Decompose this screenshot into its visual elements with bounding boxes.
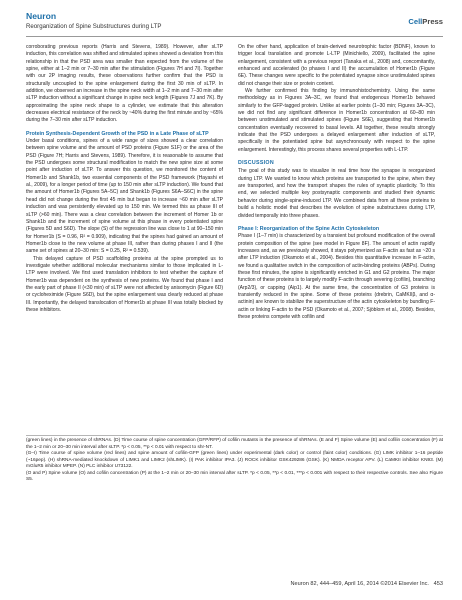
logo-press-text: Press — [422, 17, 443, 26]
legend-line: (O and P) Spine volume (O) and cofilin concentration (P) at the 1–2 min or 20–30 min interval after sLTP. *p < 0.05, **p < 0.01, ***p < 0.001 with respect to their respective controls. See also Figure S5. — [26, 470, 443, 482]
page-number: 453 — [433, 581, 443, 587]
logo-cell-text: Cell — [408, 17, 423, 26]
section-heading: Protein Synthesis-Dependent Growth of the PSD in a Late Phase of sLTP — [26, 130, 209, 137]
article-running-title: Reorganization of Spine Substructures during LTP — [26, 23, 162, 30]
publisher-logo — [408, 17, 443, 26]
header-rule — [26, 36, 443, 37]
citation-text: Neuron 82, 444–459, April 16, 2014 ©2014 Elsevier Inc. — [290, 581, 429, 587]
figure-legend — [26, 438, 443, 484]
body-paragraph: Phase I (1–7 min) is characterized by a transient but profound modification of the overall protein composition of the spine (see model in Figure 8F). The amount of actin rapidly increases and, as we previously showed, it stays polymerized as F-actin as fast as ~20 s after LTP induction (Okamoto et al., 2004). Besides this quantitative increase in F-actin, we found a qualitative switch in the composition of actin-binding proteins (ABPs). During these first minutes, the spine is significantly enriched in G1 and G2 proteins. The major function of these proteins is to largely modify F-actin through severing (cofilin), branching (Arp2/3), or capping (Aip1). At the same time, the concentration of G3 proteins is transiently reduced in the spine. Some of these proteins (drebrin, CaMKIIβ, and α-actinin) are known to stabilize the superstructure of the actin cytoskeleton by bundling F-actin or linking F-actin to the PSD (Okamoto et al., 2007; Sjöblom et al., 2008). Besides, these proteins compete with cofilin and — [238, 233, 435, 320]
legend-line: (green lines) in the presence of shRNAs. (D) Time course of spine concentration (GFP/RFP) of cofilin mutants in the presence of shRNAs. (E and F) Spine volume (E) and cofilin concentration (F) at the 1–2 min or 20–30 min interval after sLTP. *p < 0.05, **p < 0.01 with respect to shr-NT. — [26, 438, 443, 450]
page-footer — [291, 581, 443, 587]
discussion-heading: DISCUSSION — [238, 160, 274, 167]
body-paragraph: This delayed capture of PSD scaffolding proteins at the spine prompted us to investigate whether additional molecular mechanisms similar to those implicated in L-LTP were involved. We first used translation inhibitors to test whether the capture of Homer1b was dependent on the synthesis of new proteins. We found that phase I and the early part of phase II (<30 min) of sLTP were not affected by anisomycin (Figure 6D) or cycloheximide (Figure S6D), but the spine enlargement was clearly reduced at phase III. Importantly, the delayed translocation of Homer1b at phase III was totally blocked by these inhibitors. — [26, 255, 223, 313]
section-heading: Phase I: Reorganization of the Spine Actin Cytoskeleton — [238, 225, 380, 232]
body-paragraph: corroborating previous reports (Harris and Stevens, 1989). However, after sLTP induction, this correlation was shifted and stimulated spines showed a deviation from this relationship in that the PSD area was smaller than expected from the volume of the spine, either at 1–2 min or 7–30 min after the stimulation (Figures 7H and 7I). Together with our 2P imaging results, these observations further confirm that the PSD is structurally uncoupled to the spine enlargement during the first 30 min of sLTP. In addition, we observed an increase in the spine neck width at 1–2 min and 7–30 min after sLTP induction without a significant change in spine neck length (Figures 7J and 7K). By approximating the spine neck shape to a cylinder, we estimate that this alteration decreases electrical resistance of the neck by ~40% during the first minute and by ~65% during the 7–30 min after sLTP induction. — [26, 44, 223, 124]
body-paragraph: The goal of this study was to visualize in real time how the synapse is reorganized during LTP. We wanted to know which proteins are transported to the spine, when they are transported, and how the transport shapes the rules of synaptic plasticity. To this end, we selected multiple key postsynaptic components and studied their dynamic behavior during single-spine-induced LTP. We combined data from all these proteins to build a holistic model that describes the evolution of spine substructures during LTP, divided temporally into three phases. — [238, 168, 435, 219]
legend-rule — [26, 435, 443, 436]
body-paragraph: We further confirmed this finding by immunohistochemistry. Using the same methodology as in Figures 3A–3C, we found that endogenous Homer1b behaved similarly to the GFP-tagged protein. Unlike at earlier points (1–30 min; Figures 3A–3C), we did not find any significant difference in Homer1b concentration at 60–80 min between unstimulated and stimulated spines (Figure S6E), suggesting that Homer1b concentration eventually recovered to basal levels. All together, these results strongly indicate that the PSD undergoes a delayed enlargement after induction of sLTP, specifically in the potentiated spine but asynchronously with respect to the spine enlargement. Interestingly, this process shares several properties with L-LTP. — [238, 88, 435, 153]
right-column — [238, 44, 435, 321]
body-paragraph: On the other hand, application of brain-derived neurotrophic factor (BDNF), known to trigger local translation and promote L-LTP (Minichiello, 2009), facilitated the spine enlargement, consistent with a previous report (Tanaka et al., 2008) and, concomitantly, enhanced and accelerated (to phases I and II) the accumulation of Homer1b (Figure 6E). These changes were specific to the potentiated synapse since unstimulated spines did not change their size or protein content. — [238, 44, 435, 87]
body-paragraph: Under basal conditions, spines of a wide range of sizes showed a clear correlation between spine volume and the amount of PSD proteins (Figure S1F) or the area of the PSD (Figure 7H; Harris and Stevens, 1989). Therefore, it is reasonable to assume that the PSD undergoes some structural modification to match the new spine size at some point after induction of sLTP. To answer this question, we monitored the content of Homer1b and Shank1b, two essential components of the PSD framework (Hayashi et al., 2009), for a longer period of time (up to 150 min after sLTP induction). We found that the amount of Homer1b (Figures 5A–5C) and Shank1b (Figures S6A–S6C) in the spine head did not change during the first 45 min but began to increase ~60 min after sLTP induction and was persistently elevated up to 150 min. We termed this as phase III of sLTP (>60 min). There was a clear correlation between the increment of Homer 1b or Shank1b and the increment of spine volume at this phase in every potentiated spine (Figures 5D and S6D). The slope (S) of the regression line was close to 1 at 90–150 min for Homer1b (S = 0.96, R² = 0.909), indicating that the spines had gained an amount of Homer1b close to the new volume at phase III, rather than during phases I and II (the same set of spines at 20–30 min: S = 0.25, R² = 0.539). — [26, 138, 223, 255]
legend-line: (G–I) Time course of spine volume (red lines) and spine amount of cofilin-GFP (green lines) under experimental (dark color) or control (faint color) conditions. (G) LIMK inhibitor 1–16 peptide (~16pep). (H) shRNA-mediated knockdown of LIMK1 and LIMK2 (shLIMK). (I) PAK inhibitor IPA3. (J) ROCK inhibitor GSK429286 (GSK). (K) NMDA receptor APV. (L) CaMKII inhibitor KN93. (M) mGluR5 inhibitor MPEP. (N) PLC inhibitor U73122. — [26, 451, 443, 469]
left-column — [26, 44, 223, 314]
journal-name: Neuron — [26, 11, 57, 21]
